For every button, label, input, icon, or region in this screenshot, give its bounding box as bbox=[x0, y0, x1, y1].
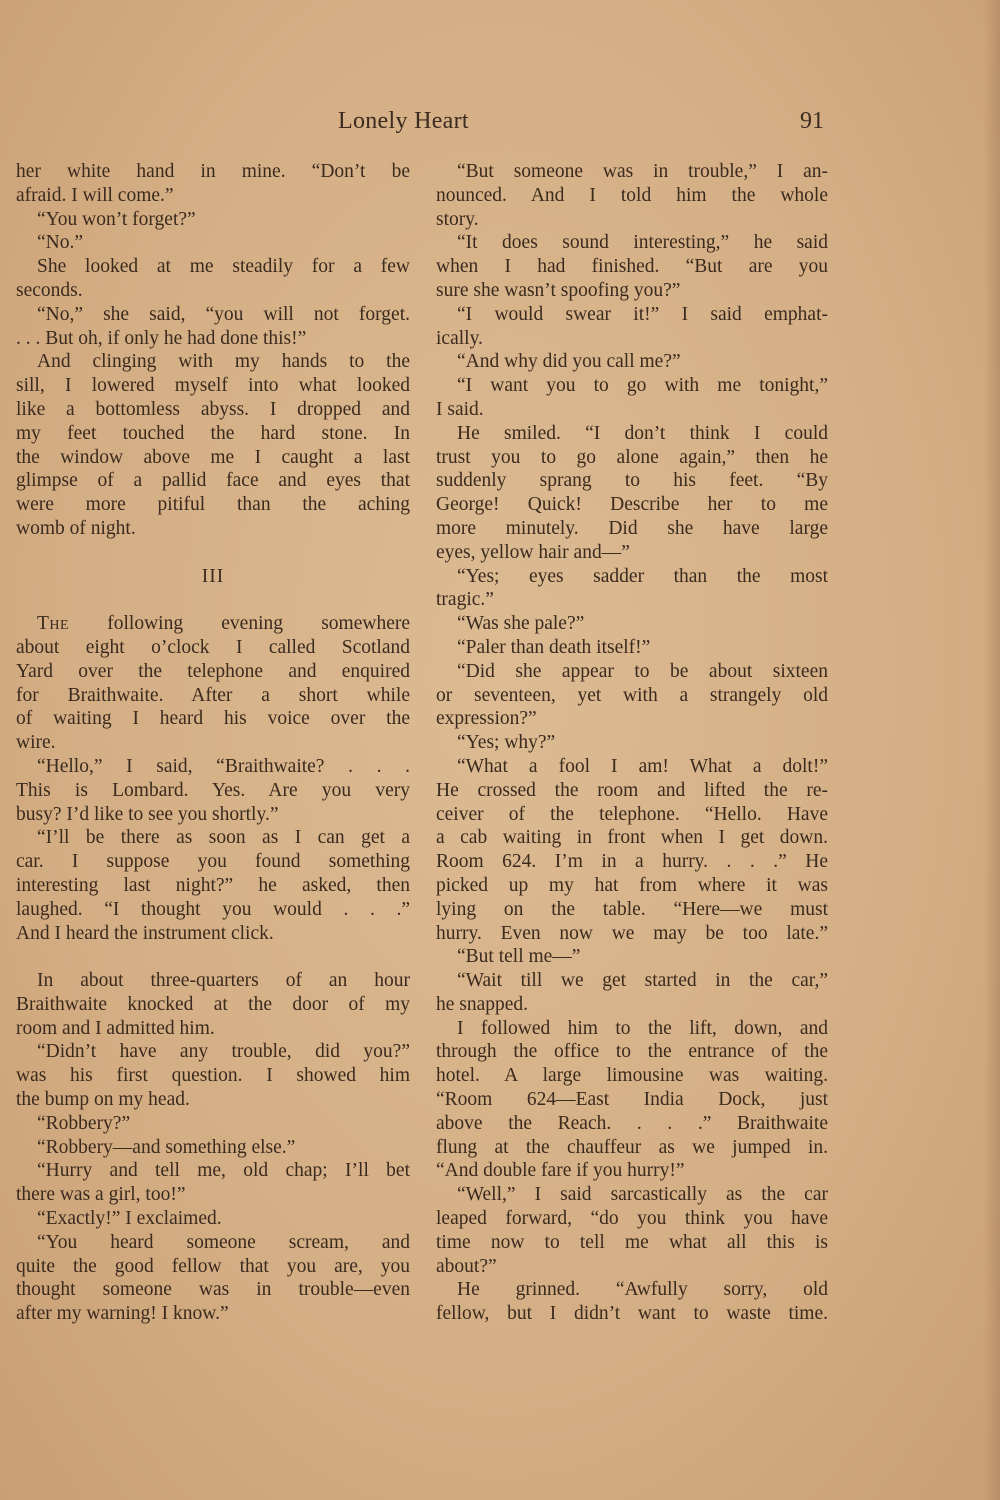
text-line: “Exactly!” I exclaimed. bbox=[37, 1208, 222, 1230]
section-number: III bbox=[201, 565, 225, 587]
text-line: of waiting I heard his voice over the bbox=[16, 708, 410, 730]
text-line: “It does sound interesting,” he said bbox=[457, 232, 828, 254]
text-line: afraid. I will come.” bbox=[16, 184, 174, 206]
text-line: I followed him to the lift, down, and bbox=[457, 1017, 828, 1039]
text-line: the bump on my head. bbox=[16, 1089, 190, 1111]
text-line: glimpse of a pallid face and eyes that bbox=[16, 470, 410, 492]
page-edge-shadow bbox=[984, 0, 1000, 1500]
text-line: George! Quick! Describe her to me bbox=[436, 494, 828, 516]
blank-line bbox=[16, 541, 410, 565]
text-line: “I want you to go with me tonight,” bbox=[457, 375, 828, 397]
text-line: hotel. A large limousine was waiting. bbox=[436, 1065, 828, 1087]
text-line: was his first question. I showed him bbox=[16, 1065, 410, 1087]
blank-line bbox=[16, 588, 410, 612]
text-line: . . . But oh, if only he had done this!” bbox=[16, 327, 307, 349]
text-line: my feet touched the hard stone. In bbox=[16, 422, 410, 444]
text-line: picked up my hat from where it was bbox=[436, 874, 828, 896]
text-line: more minutely. Did she have large bbox=[436, 517, 828, 539]
text-line: thought someone was in trouble—even bbox=[16, 1279, 410, 1301]
text-line: “Yes; eyes sadder than the most bbox=[457, 565, 828, 587]
text-line: car. I suppose you found something bbox=[16, 851, 410, 873]
small-caps-lead: The bbox=[37, 613, 70, 635]
text-line: “And double fare if you hurry!” bbox=[436, 1160, 685, 1182]
running-title: Lonely Heart bbox=[338, 108, 469, 134]
text-line: when I had finished. “But are you bbox=[436, 256, 828, 278]
text-line: room and I admitted him. bbox=[16, 1017, 215, 1039]
text-line: “Paler than death itself!” bbox=[457, 636, 651, 658]
text-line: for Braithwaite. After a short while bbox=[16, 684, 410, 706]
text-line: busy? I’d like to see you shortly.” bbox=[16, 803, 279, 825]
text-line: “What a fool I am! What a dolt!” bbox=[457, 755, 828, 777]
text-line: trust you to go alone again,” then he bbox=[436, 446, 828, 468]
text-line: This is Lombard. Yes. Are you very bbox=[16, 779, 410, 801]
text-line: “Robbery?” bbox=[37, 1112, 131, 1134]
text-line: there was a girl, too!” bbox=[16, 1184, 186, 1206]
text-line: suddenly sprang to his feet. “By bbox=[436, 470, 828, 492]
text-line: “I’ll be there as soon as I can get a bbox=[37, 827, 410, 849]
text-line: about eight o’clock I called Scotland bbox=[16, 636, 410, 658]
text-line: leaped forward, “do you think you have bbox=[436, 1208, 828, 1230]
text-line: “Yes; why?” bbox=[457, 732, 556, 754]
text-line: In about three-quarters of an hour bbox=[37, 970, 410, 992]
page-number: 91 bbox=[800, 108, 824, 134]
text-line: ically. bbox=[436, 327, 483, 349]
text-line: fellow, but I didn’t want to waste time. bbox=[436, 1303, 828, 1325]
text-line: “And why did you call me?” bbox=[457, 351, 681, 373]
text-line: She looked at me steadily for a few bbox=[37, 256, 410, 278]
text-line: “You won’t forget?” bbox=[37, 208, 196, 230]
text-line: “Robbery—and something else.” bbox=[37, 1136, 296, 1158]
text-line bbox=[16, 612, 410, 636]
text-line: eyes, yellow hair and—” bbox=[436, 541, 630, 563]
text-line: “Did she appear to be about sixteen bbox=[457, 660, 828, 682]
text-line: “Hurry and tell me, old chap; I’ll bet bbox=[37, 1160, 410, 1182]
text-line: or seventeen, yet with a strangely old bbox=[436, 684, 828, 706]
text-line: “You heard someone scream, and bbox=[37, 1231, 410, 1253]
text-line: tragic.” bbox=[436, 589, 494, 611]
right-text-column bbox=[436, 160, 828, 1326]
text-line: expression?” bbox=[436, 708, 537, 730]
text-line: a cab waiting in front when I get down. bbox=[436, 827, 828, 849]
text-line: above the Reach. . . .” Braithwaite bbox=[436, 1112, 828, 1134]
text-line: ceiver of the telephone. “Hello. Have bbox=[436, 803, 828, 825]
text-line: I said. bbox=[436, 398, 484, 420]
left-text-column bbox=[16, 160, 410, 1326]
text-line-rest: following evening somewhere bbox=[107, 613, 410, 635]
text-line: “But tell me—” bbox=[457, 946, 581, 968]
text-line: flung at the chauffeur as we jumped in. bbox=[436, 1136, 828, 1158]
text-line: the window above me I caught a last bbox=[16, 446, 410, 468]
text-line: “Hello,” I said, “Braithwaite? . . . bbox=[37, 755, 410, 777]
text-line: “Was she pale?” bbox=[457, 613, 585, 635]
running-head bbox=[0, 108, 1000, 140]
text-line: He crossed the room and lifted the re- bbox=[436, 779, 828, 801]
text-line: “Well,” I said sarcastically as the car bbox=[457, 1184, 828, 1206]
text-line: He smiled. “I don’t think I could bbox=[457, 422, 828, 444]
text-line: laughed. “I thought you would . . .” bbox=[16, 898, 410, 920]
text-line: hurry. Even now we may be too late.” bbox=[436, 922, 828, 944]
text-line: seconds. bbox=[16, 279, 83, 301]
text-line: “Room 624—East India Dock, just bbox=[436, 1089, 828, 1111]
text-line: “No,” she said, “you will not forget. bbox=[37, 303, 410, 325]
text-line: about?” bbox=[436, 1255, 497, 1277]
text-line: after my warning! I know.” bbox=[16, 1303, 229, 1325]
text-line: Yard over the telephone and enquired bbox=[16, 660, 410, 682]
text-line: time now to tell me what all this is bbox=[436, 1231, 828, 1253]
text-line: And clinging with my hands to the bbox=[37, 351, 410, 373]
text-line: And I heard the instrument click. bbox=[16, 922, 274, 944]
text-line: “No.” bbox=[37, 232, 84, 254]
text-line: were more pitiful than the aching bbox=[16, 494, 410, 516]
text-line: her white hand in mine. “Don’t be bbox=[16, 161, 410, 182]
text-line: lying on the table. “Here—we must bbox=[436, 898, 828, 920]
text-line: sure she wasn’t spoofing you?” bbox=[436, 279, 681, 301]
blank-line bbox=[16, 945, 410, 969]
text-line: womb of night. bbox=[16, 517, 136, 539]
text-line: Braithwaite knocked at the door of my bbox=[16, 993, 410, 1015]
text-line: story. bbox=[436, 208, 479, 230]
text-line: nounced. And I told him the whole bbox=[436, 184, 828, 206]
text-line: “But someone was in trouble,” I an- bbox=[457, 161, 828, 182]
text-line: wire. bbox=[16, 732, 56, 754]
text-line: “Didn’t have any trouble, did you?” bbox=[37, 1041, 410, 1063]
text-line: “Wait till we get started in the car,” bbox=[457, 970, 828, 992]
text-line: through the office to the entrance of the bbox=[436, 1041, 828, 1063]
text-line: interesting last night?” he asked, then bbox=[16, 874, 410, 896]
text-line: Room 624. I’m in a hurry. . . .” He bbox=[436, 851, 828, 873]
text-line: sill, I lowered myself into what looked bbox=[16, 375, 410, 397]
text-line: quite the good fellow that you are, you bbox=[16, 1255, 410, 1277]
text-line: He grinned. “Awfully sorry, old bbox=[457, 1279, 828, 1301]
text-line: “I would swear it!” I said emphat- bbox=[457, 303, 828, 325]
text-line: he snapped. bbox=[436, 993, 529, 1015]
text-line: like a bottomless abyss. I dropped and bbox=[16, 398, 410, 420]
